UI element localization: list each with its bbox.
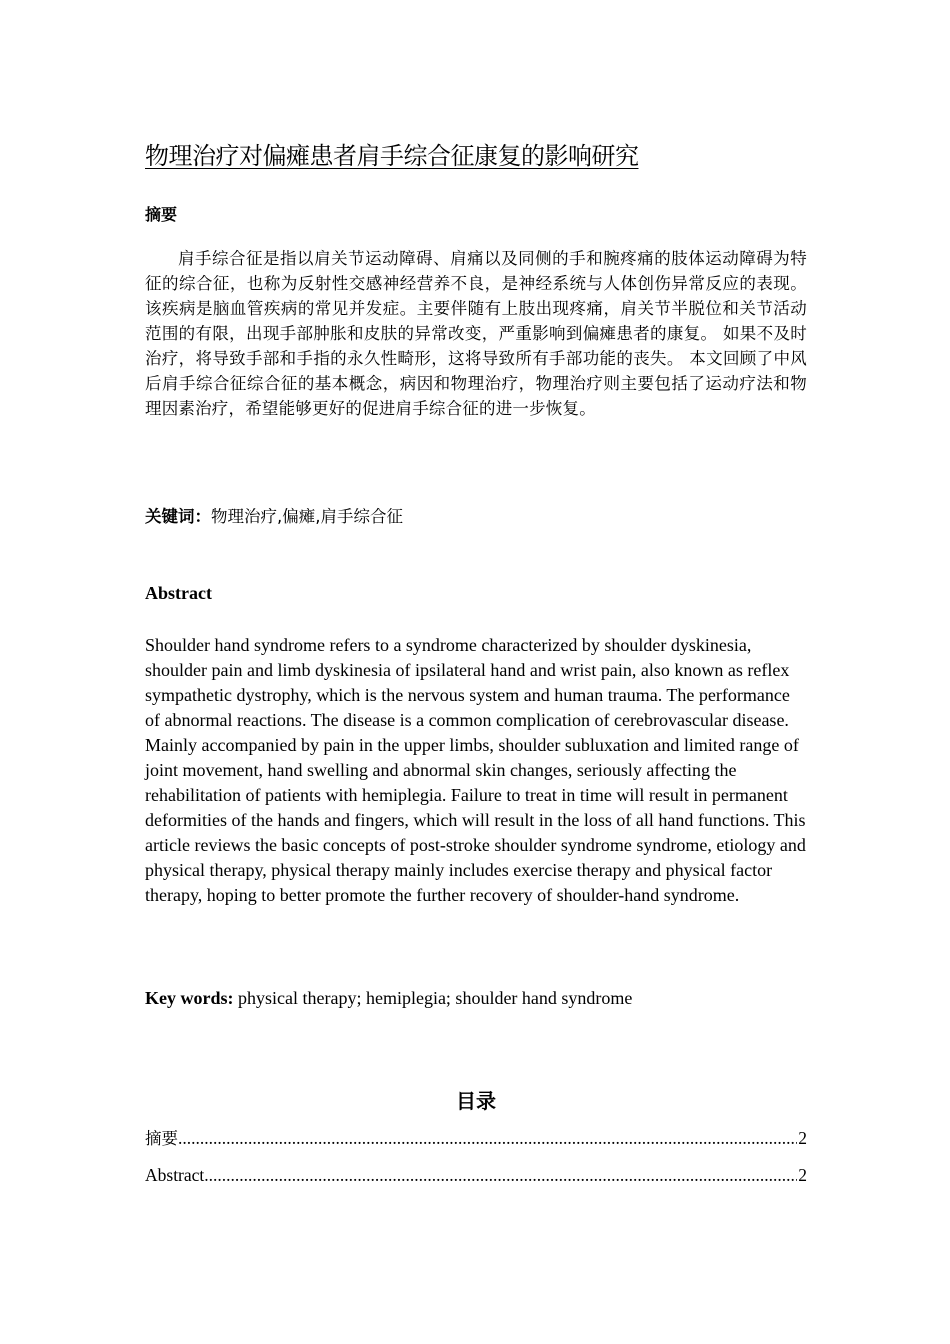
document-title: 物理治疗对偏瘫患者肩手综合征康复的影响研究 <box>145 143 639 170</box>
keywords-en-value: physical therapy; hemiplegia; shoulder hand syndrome <box>233 988 633 1008</box>
toc-entry-abstract-en[interactable] <box>145 1165 807 1186</box>
abstract-en-body: Shoulder hand syndrome refers to a syndrome characterized by shoulder dyskinesia, shoulder pain and limb dyskinesia of ipsilateral hand and wrist pain, also known as reflex sympathetic dystrophy, which is the nervous system and human trauma. The performance of abnormal reactions. The disease is a common complication of cerebrovascular disease. Mainly accompanied by pain in the upper limbs, shoulder subluxation and limited range of joint movement, hand swelling and abnormal skin changes, seriously affecting the rehabilitation of patients with hemiplegia. Failure to treat in time will result in permanent deformities of the hands and fingers, which will result in the loss of all hand functions. This article reviews the basic concepts of post-stroke shoulder syndrome syndrome, etiology and physical therapy, physical therapy mainly includes exercise therapy and physical factor therapy, hoping to better promote the further recovery of shoulder-hand syndrome. <box>145 635 806 905</box>
toc-title: 目录 <box>456 1089 496 1113</box>
keywords-zh-value: 物理治疗,偏瘫,肩手综合征 <box>211 507 403 526</box>
toc-entry-abstract-zh[interactable] <box>145 1125 807 1149</box>
abstract-zh-body: 肩手综合征是指以肩关节运动障碍、肩痛以及同侧的手和腕疼痛的肢体运动障碍为特征的综合征，也称为反射性交感神经营养不良，是神经系统与人体创伤异常反应的表现。 该疾病是脑血管疾病的常见并发症。主要伴随有上肢出现疼痛，肩关节半脱位和关节活动范围的有限，出现手部肿胀和皮肤的异常改变，严重影响到偏瘫患者的康复。 如果不及时治疗，将导致手部和手指的永久性畸形，这将导致所有手部功能的丧失。 本文回顾了中风后肩手综合征综合征的基本概念，病因和物理治疗，物理治疗则主要包括了运动疗法和物理因素治疗，希望能够更好的促进肩手综合征的进一步恢复。 <box>145 249 807 418</box>
toc-entry-page: 2 <box>798 1128 807 1148</box>
toc-entry-label: 摘要 <box>145 1129 178 1148</box>
toc-entry-label: Abstract <box>145 1165 205 1185</box>
keywords-en <box>145 988 632 1009</box>
abstract-zh-heading: 摘要 <box>145 205 178 224</box>
toc-leader-dots <box>178 1128 797 1149</box>
toc-entry-page: 2 <box>798 1165 807 1185</box>
keywords-zh <box>145 503 403 527</box>
keywords-en-label: Key words: <box>145 988 234 1008</box>
abstract-en-heading: Abstract <box>145 583 212 603</box>
toc-leader-dots <box>204 1165 797 1186</box>
keywords-zh-label: 关键词： <box>145 507 211 526</box>
